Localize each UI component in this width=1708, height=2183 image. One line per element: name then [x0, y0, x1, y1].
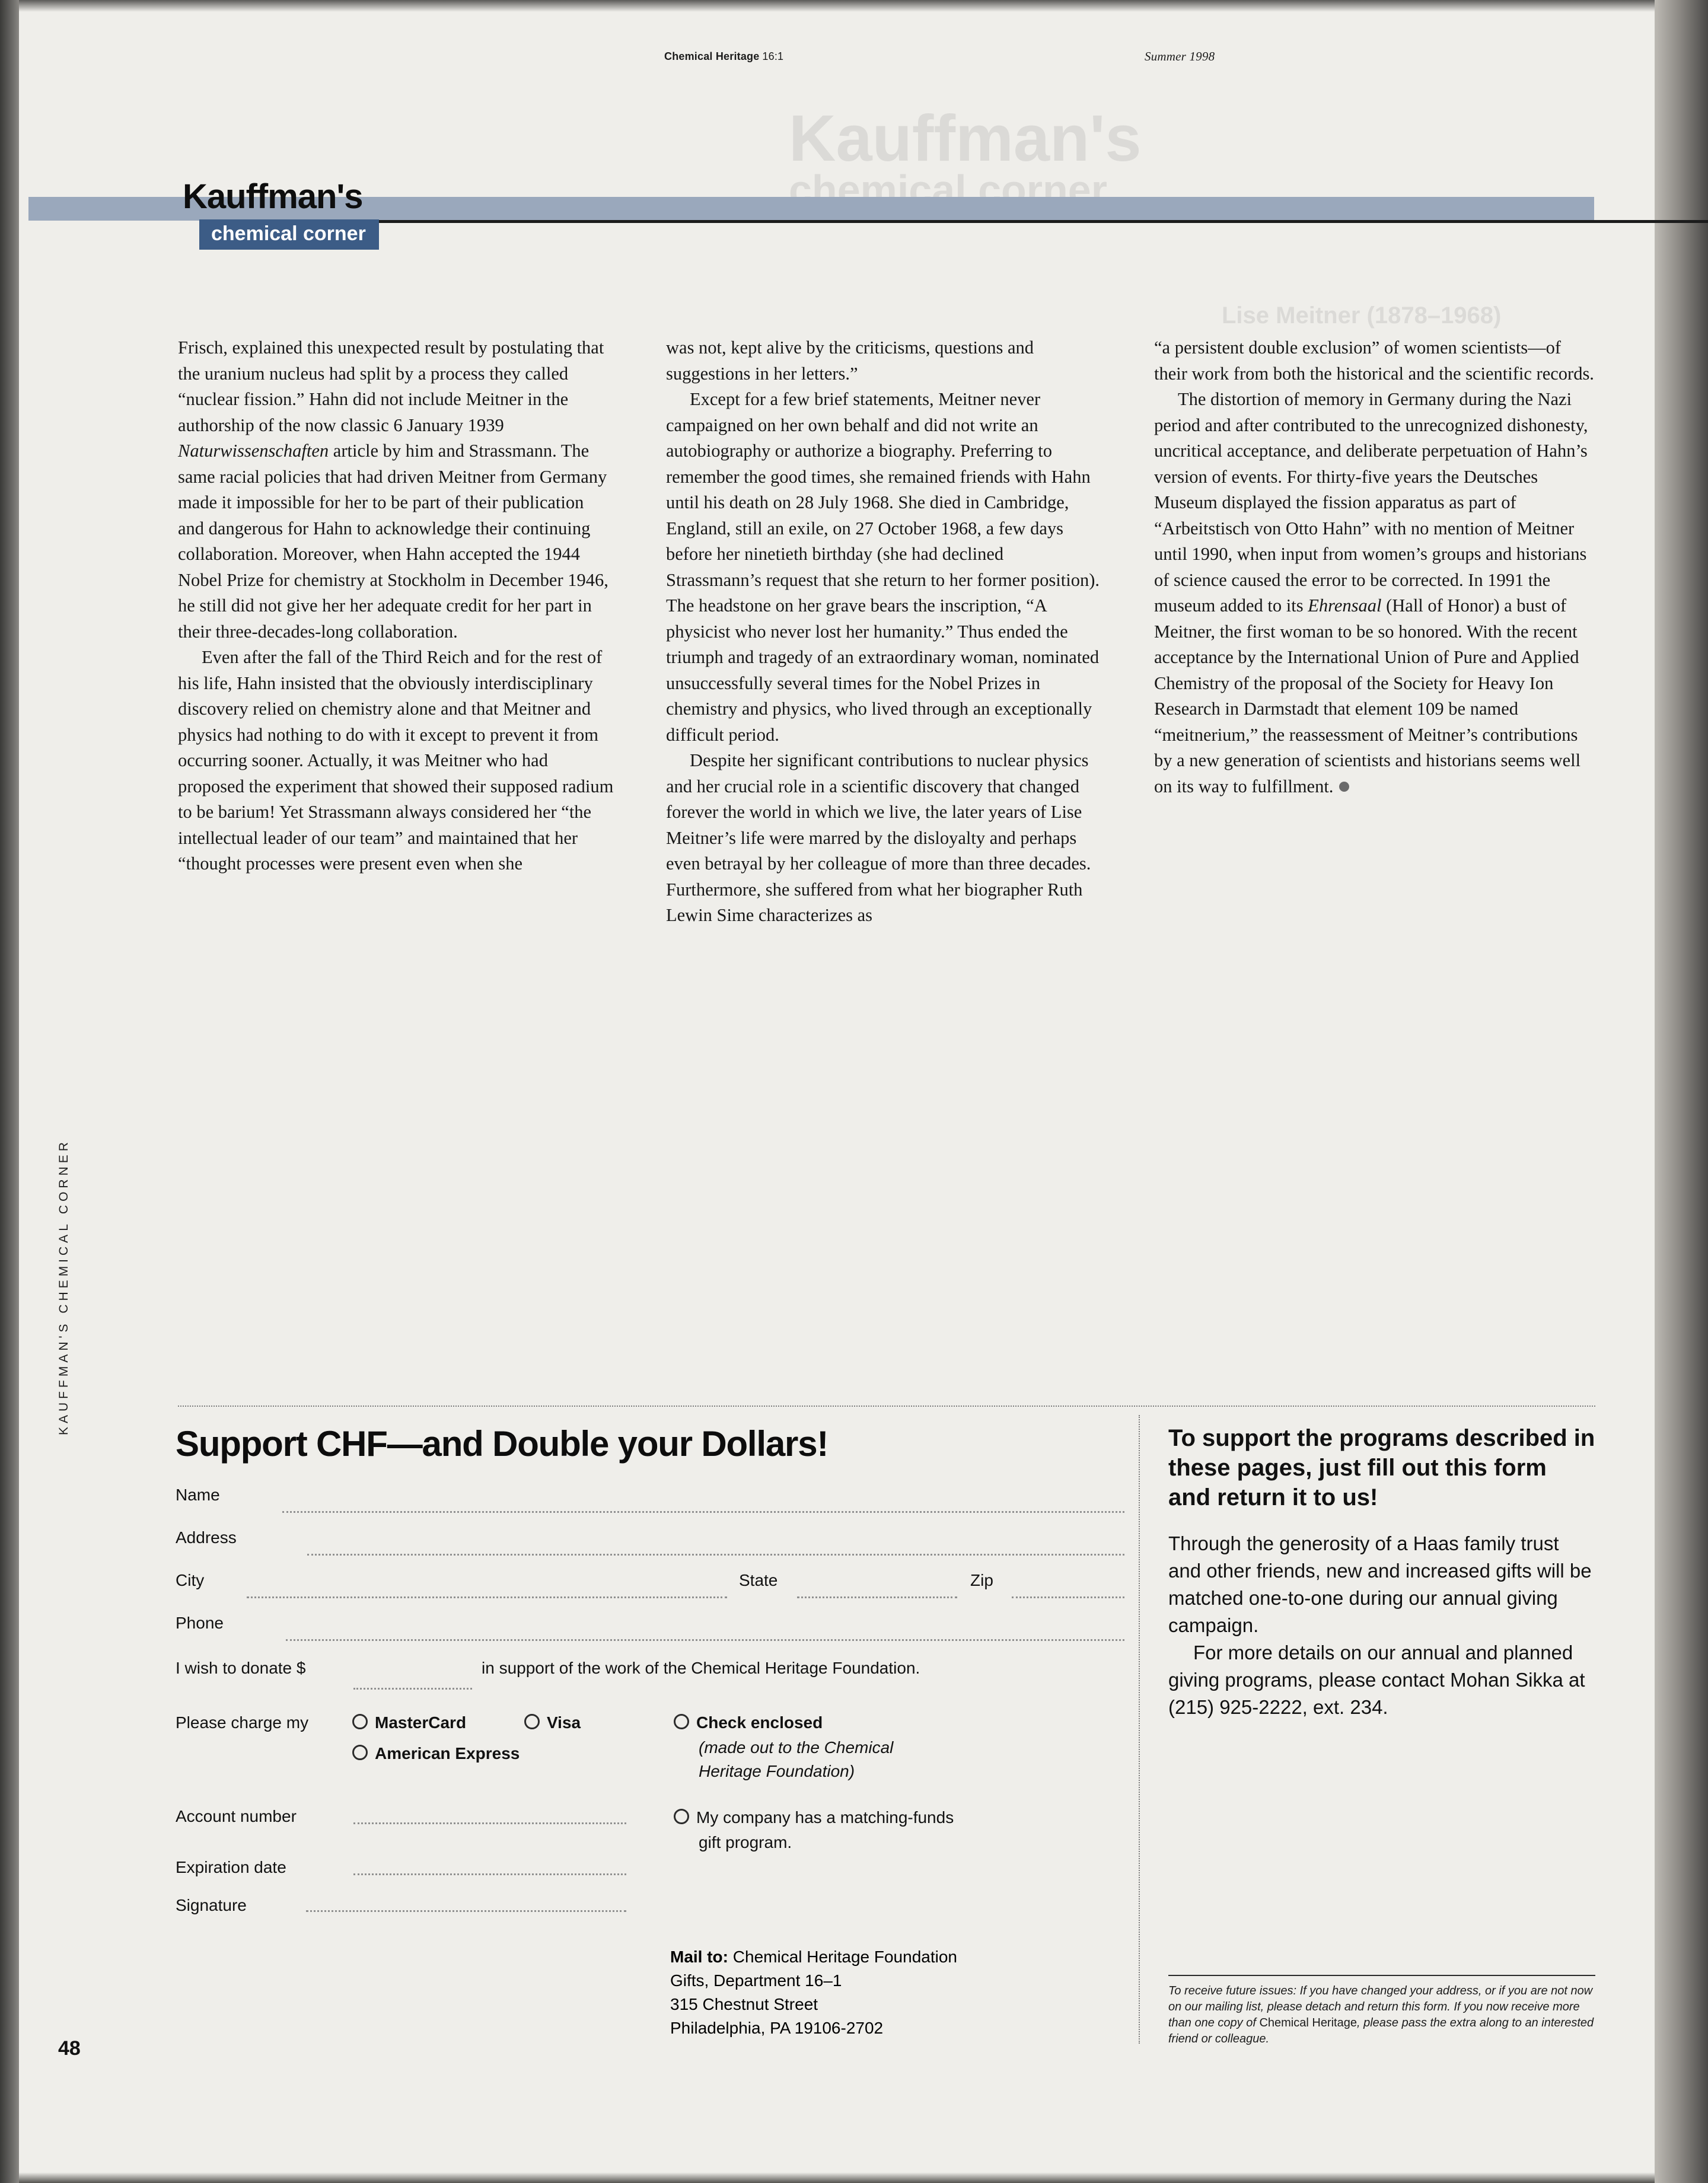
paragraph: Despite her significant contributions to nuclear physics and her crucial role in a scientific discovery that changed forever the world in which we live, the later years of Lise Meitner’s life were marred by the disloyalty and perhaps even betrayal by her colleague of more than three decades. Furthermore, she suffered from what her biographer Ruth Lewin Sime characterizes as: [666, 750, 1091, 925]
support-panel-heading: To support the programs described in these pages, just fill out this form and return it to us!: [1168, 1425, 1595, 1510]
signature-row: [176, 1892, 1124, 1940]
end-mark-icon: [1339, 782, 1349, 792]
italic-journal-title: Naturwissenschaften: [178, 441, 329, 461]
phone-input[interactable]: [286, 1639, 1124, 1641]
account-number-input[interactable]: [353, 1822, 626, 1824]
zip-input[interactable]: [1012, 1596, 1124, 1598]
radio-icon[interactable]: [524, 1714, 540, 1729]
fine-print-journal: Chemical Heritage: [1259, 2016, 1357, 2029]
paragraph: “a persistent double exclusion” of women scientists—of their work from both the historical and the scientific records.: [1154, 337, 1594, 384]
paragraph: Even after the fall of the Third Reich and for the rest of his life, Hahn insisted that the obviously interdisciplinary discovery relied on chemistry alone and that Meitner and physics had nothing to do with it except to prevent it from occurring sooner. Actually, it was Meitner who had proposed the experiment that showed their supposed radium to be barium! Yet Strassmann always considered her “the intellectual leader of our team” and maintained that her “thought processes were present even when she: [178, 647, 614, 874]
radio-icon[interactable]: [352, 1745, 368, 1760]
visa-option[interactable]: [524, 1713, 581, 1732]
mail-to-label: Mail to:: [670, 1948, 728, 1966]
mail-to-line-3: 315 Chestnut Street: [670, 1995, 818, 2013]
vertical-running-title: KAUFFMAN'S CHEMICAL CORNER: [57, 1139, 71, 1435]
address-label: Address: [176, 1528, 237, 1547]
italic-term: Ehrensaal: [1308, 595, 1382, 616]
article-body: [178, 335, 1595, 1385]
support-panel-paragraph-1: Through the generosity of a Haas family trust and other friends, new and increased gifts will be matched one-to-one during our annual giving campaign.: [1168, 1532, 1592, 1636]
paragraph: Frisch, explained this unexpected result by postulating that the uranium nucleus had split by a process they called “nuclear fission.” Hahn did not include Meitner in the authorship of the now classic 6 January 1939 Naturwissenschaften article by him and Strassmann. The same racial policies that had driven Meitner from Germany made it impossible for her to be part of their publication and dangerous for Hahn to acknowledge their continuing collaboration. Moreover, when Hahn accepted the 1944 Nobel Prize for chemistry at Stockholm in December 1946, he still did not give her her adequate credit for her part in their three-decades-long collaboration.: [178, 337, 608, 642]
bleed-through-subtitle: chemical corner: [789, 167, 1107, 213]
bleed-through-title: Kauffman's: [789, 102, 1142, 175]
journal-name: Chemical Heritage: [664, 50, 760, 62]
amex-option[interactable]: [352, 1744, 520, 1763]
running-head: [664, 50, 1494, 63]
mastercard-option[interactable]: [352, 1713, 466, 1732]
paragraph: The distortion of memory in Germany during the Nazi period and after contributed to the unrecognized dishonesty, uncritical acceptance, and deliberate perpetuation of Hahn’s version of events. For thirty-five years the Deutsches Museum displayed the fission apparatus as part of “Arbeitstisch von Otto Hahn” with no mention of Meitner until 1990, when input from women’s groups and historians of science caused the error to be corrected. In 1991 the museum added to its Ehrensaal (Hall of Honor) a bust of Meitner, the first woman to be so honored. With the recent acceptance by the International Union of Pure and Applied Chemistry of the proposal of the Society for Heavy Ion Research in Darmstadt that element 109 be named “meitnerium,” the reassessment of Meitner’s contributions by a new generation of scientists and historians seems well on its way to fulfillment.: [1154, 389, 1588, 796]
state-label: State: [739, 1571, 778, 1589]
donation-form: [176, 1423, 1124, 1940]
mail-to-block: [670, 1945, 957, 2040]
radio-icon[interactable]: [674, 1809, 689, 1824]
masthead-rule: [361, 220, 1708, 223]
support-panel-paragraph-2: For more details on our annual and planned giving programs, please contact Mohan Sikka at (215) 925-2222, ext. 234.: [1168, 1642, 1585, 1718]
phone-label: Phone: [176, 1614, 224, 1632]
address-input[interactable]: [307, 1554, 1124, 1556]
donation-amount-input[interactable]: [353, 1688, 472, 1690]
paragraph: was not, kept alive by the criticisms, questions and suggestions in her letters.”: [666, 337, 1034, 384]
masthead-subtitle: chemical corner: [199, 219, 379, 250]
state-input[interactable]: [797, 1596, 957, 1598]
paragraph: Except for a few brief statements, Meitner never campaigned on her own behalf and did not write an autobiography or authorize a biography. Preferring to remember the good times, she remained friends with Hahn until his death on 28 July 1968. She died in Cambridge, England, still an exile, on 27 October 1968, a few days before her ninetieth birthday (she had declined Strassmann’s request that she return to her former position). The headstone on her grave bears the inscription, “A physicist who never lost her humanity.” Thus ended the triumph and tragedy of an extraordinary woman, nominated unsuccessfully several times for the Nobel Prizes in chemistry and physics, who lived through an exceptionally difficult period.: [666, 389, 1100, 745]
mail-to-line-4: Philadelphia, PA 19106-2702: [670, 2019, 884, 2037]
check-note-line-1: (made out to the Chemical: [699, 1738, 894, 1757]
matching-funds-label-1: My company has a matching-funds: [696, 1808, 954, 1827]
mastercard-label: MasterCard: [375, 1713, 467, 1732]
charge-label: Please charge my: [176, 1713, 309, 1732]
form-headline: Support CHF—and Double your Dollars!: [176, 1424, 828, 1464]
column-2: [666, 335, 1102, 929]
zip-label: Zip: [970, 1571, 993, 1589]
matching-funds-label-2: gift program.: [699, 1833, 792, 1851]
city-input[interactable]: [247, 1596, 727, 1598]
signature-label: Signature: [176, 1896, 247, 1914]
mail-to-line-1: Chemical Heritage Foundation: [732, 1948, 957, 1966]
masthead: [183, 177, 1594, 245]
panel-divider: [1139, 1415, 1140, 2044]
city-label: City: [176, 1571, 205, 1589]
form-row-city-state-zip: [176, 1571, 1124, 1614]
form-row-name: [176, 1486, 1124, 1528]
column-1: [178, 335, 614, 877]
donation-amount-row: [176, 1659, 1124, 1694]
payment-options: [176, 1710, 1124, 1888]
donate-suffix-label: in support of the work of the Chemical Heritage Foundation.: [482, 1659, 920, 1677]
account-number-label: Account number: [176, 1807, 297, 1825]
expiration-date-label: Expiration date: [176, 1858, 286, 1876]
signature-input[interactable]: [306, 1910, 626, 1912]
radio-icon[interactable]: [674, 1714, 689, 1729]
form-row-address: [176, 1528, 1124, 1571]
bleed-through-caption: Lise Meitner (1878–1968): [1222, 302, 1502, 329]
visa-label: Visa: [547, 1713, 581, 1732]
masthead-title: Kauffman's: [183, 177, 363, 216]
check-note-line-2: Heritage Foundation): [699, 1762, 855, 1780]
check-enclosed-option[interactable]: [674, 1713, 823, 1732]
radio-icon[interactable]: [352, 1714, 368, 1729]
mail-to-line-2: Gifts, Department 16–1: [670, 1971, 842, 1990]
expiration-date-input[interactable]: [353, 1873, 626, 1875]
check-enclosed-label: Check enclosed: [696, 1713, 823, 1732]
support-panel: [1168, 1423, 1595, 1721]
name-input[interactable]: [282, 1511, 1124, 1513]
fine-print: [1168, 1975, 1595, 2047]
volume-issue: 16:1: [762, 50, 784, 62]
fine-print-part-1: To receive future issues: If you have changed your address, or if you are not now on our mailing list, please detach and return this form. If you now receive more than one copy of: [1168, 1984, 1593, 2029]
matching-funds-option[interactable]: [674, 1808, 954, 1827]
donate-prefix-label: I wish to donate $: [176, 1659, 306, 1677]
section-divider: [178, 1406, 1595, 1407]
page-number: 48: [58, 2037, 81, 2060]
issue-season: Summer 1998: [1145, 49, 1215, 63]
fine-print-part-2: , please pass the extra along to an interested friend or colleague.: [1168, 2016, 1594, 2045]
amex-label: American Express: [375, 1744, 520, 1763]
name-label: Name: [176, 1486, 220, 1504]
form-row-phone: [176, 1614, 1124, 1656]
column-3: [1154, 335, 1595, 799]
